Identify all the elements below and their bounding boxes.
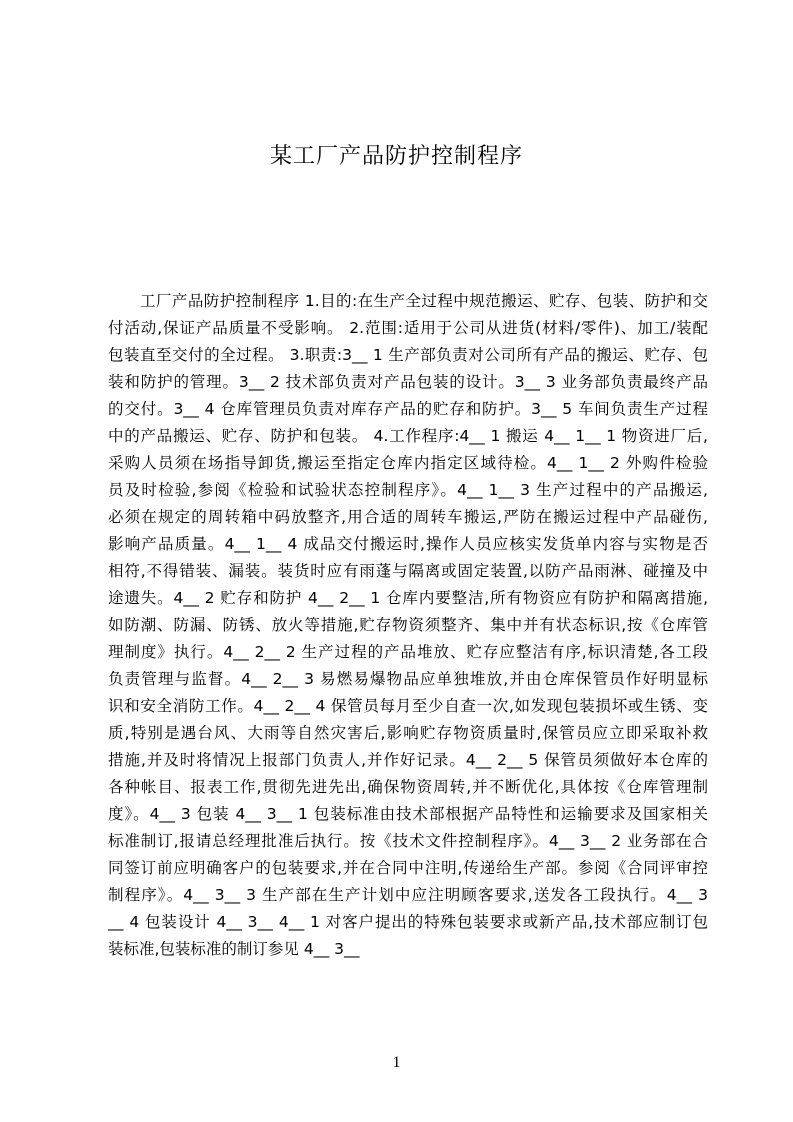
paragraph-line: 各种帐目、报表工作,贯彻先进先出,确保物资周转,并不断优化,具体按《仓库管理制 [108,778,708,796]
paragraph-line: 工厂产品防护控制程序 1.目的:在生产全过程中规范搬运、贮存、包装、防护和交 [140,292,708,310]
paragraph-line: 付活动,保证产品质量不受影响。 2.范围:适用于公司从进货(材料/零件)、加工/装配 [108,319,708,337]
paragraph-line: 措施,并及时将情况上报部门负责人,并作好记录。4__ 2__ 5 保管员须做好本仓库的 [108,751,708,769]
paragraph-line: 采购人员须在场指导卸货,搬运至指定仓库内指定区域待检。4__ 1__ 2 外购件检验 [108,454,708,472]
paragraph-line: 装标准,包装标准的制订参见 4__ 3__ [108,940,360,958]
paragraph-line: 质,特别是遇台风、大雨等自然灾害后,影响贮存物资质量时,保管员应立即采取补救 [108,724,708,742]
paragraph-line: 的交付。3__ 4 仓库管理员负责对库存产品的贮存和防护。3__ 5 车间负责生产过程 [108,400,708,418]
paragraph-line: 相符,不得错装、漏装。装货时应有雨蓬与隔离或固定装置,以防产品雨淋、碰撞及中 [108,562,708,580]
paragraph-line: __ 4 包装设计 4__ 3__ 4__ 1 对客户提出的特殊包装要求或新产品,技术部应制订包 [108,913,708,931]
paragraph-line: 包装直至交付的全过程。 3.职责:3__ 1 生产部负责对公司所有产品的搬运、贮存、包 [108,346,708,364]
paragraph-line: 员及时检验,参阅《检验和试验状态控制程序》。4__ 1__ 3 生产过程中的产品搬运, [108,481,708,499]
paragraph-line: 途遗失。4__ 2 贮存和防护 4__ 2__ 1 仓库内要整洁,所有物资应有防护和隔离措施, [108,589,708,607]
paragraph-line: 影响产品质量。4__ 1__ 4 成品交付搬运时,操作人员应核实发货单内容与实物是否 [108,535,708,553]
paragraph-line: 识和安全消防工作。4__ 2__ 4 保管员每月至少自查一次,如发现包装损坏或生锈、变 [108,697,708,715]
paragraph-line: 同签订前应明确客户的包装要求,并在合同中注明,传递给生产部。参阅《合同评审控 [108,859,708,877]
document-title: 某工厂产品防护控制程序 [269,144,523,169]
page-number: 1 [392,1054,401,1071]
paragraph-line: 中的产品搬运、贮存、防护和包装。 4.工作程序:4__ 1 搬运 4__ 1__ 1 物资进厂后, [108,427,708,445]
document-body [108,288,708,963]
paragraph-line: 制程序》。4__ 3__ 3 生产部在生产计划中应注明顾客要求,送发各工段执行。4__ 3 [108,886,708,904]
paragraph-line: 如防潮、防漏、防锈、放火等措施,贮存物资须整齐、集中并有状态标识,按《仓库管 [108,616,708,634]
paragraph-line: 装和防护的管理。3__ 2 技术部负责对产品包装的设计。3__ 3 业务部负责最终产品 [108,373,708,391]
paragraph-line: 度》。4__ 3 包装 4__ 3__ 1 包装标准由技术部根据产品特性和运输要求及国家相关 [108,805,708,823]
paragraph-line: 负责管理与监督。4__ 2__ 3 易燃易爆物品应单独堆放,并由仓库保管员作好明显标 [108,670,708,688]
paragraph-line: 必须在规定的周转箱中码放整齐,用合适的周转车搬运,严防在搬运过程中产品碰伤, [108,508,708,526]
paragraph-line: 标准制订,报请总经理批准后执行。按《技术文件控制程序》。4__ 3__ 2 业务部在合 [108,832,708,850]
paragraph-line: 理制度》执行。4__ 2__ 2 生产过程的产品堆放、贮存应整洁有序,标识清楚,各工段 [108,643,708,661]
